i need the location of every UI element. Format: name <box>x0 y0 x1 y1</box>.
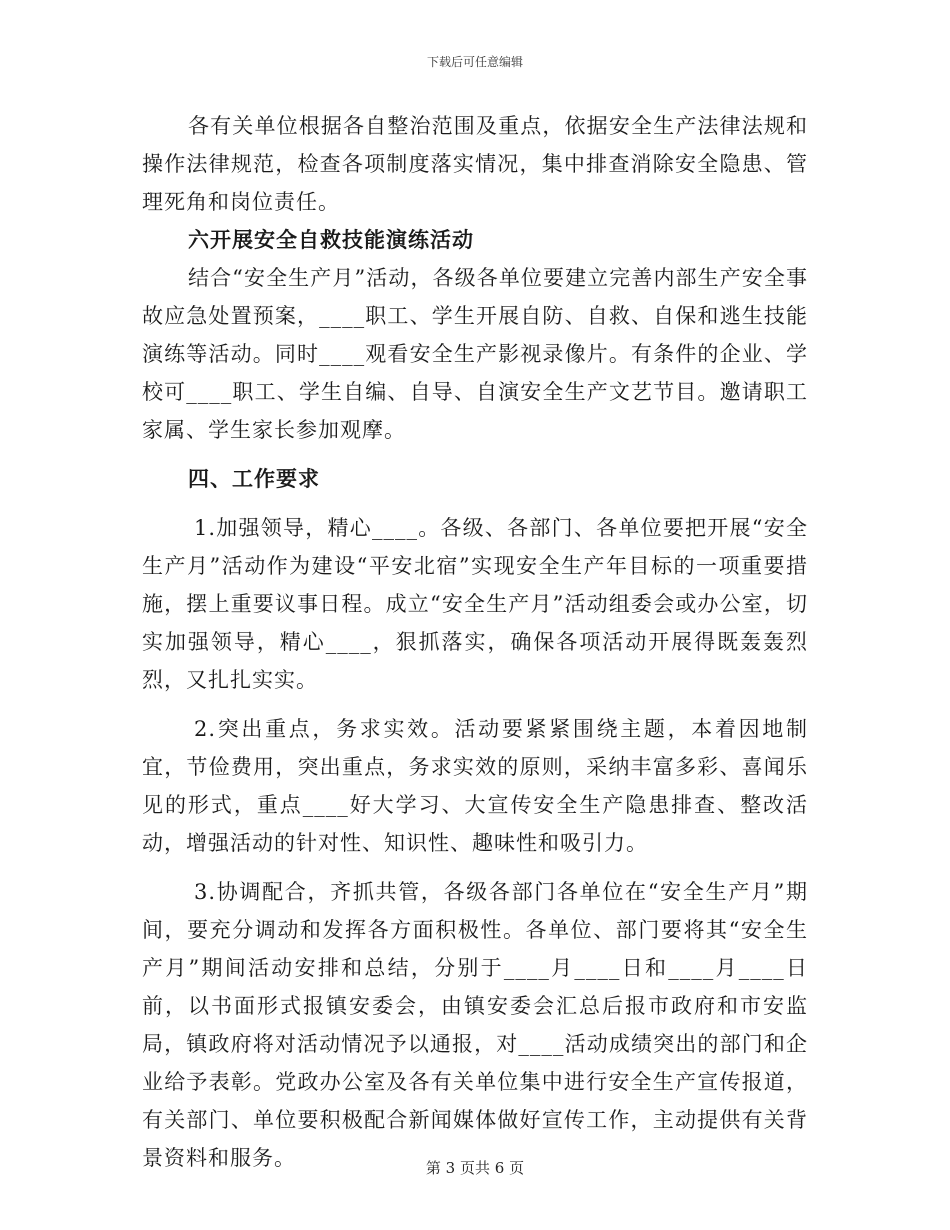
paragraph-inspection: 各有关单位根据各自整治范围及重点，依据安全生产法律法规和操作法律规范，检查各项制度落实情况，集中排查消除安全隐患、管理死角和岗位责任。 <box>142 114 808 214</box>
paragraph-drill: 结合“安全生产月”活动，各级各单位要建立完善内部生产安全事故应急处置预案，____职工、学生开展自防、自救、自保和逃生技能演练等活动。同时____观看安全生产影视录像片。有条件的企业、学校可____职工、学生自编、自导、自演安全生产文艺节目。邀请职工家属、学生家长参加观摩。 <box>142 266 808 442</box>
requirement-item-3: 3.协调配合，齐抓共管，各级各部门各单位在“安全生产月”期间，要充分调动和发挥各方面积极性。各单位、部门要将其“安全生产月”期间活动安排和总结，分别于____月____日和____月____日前，以书面形式报镇安委会，由镇安委会汇总后报市政府和市安监局，镇政府将对活动情况予以通报，对____活动成绩突出的部门和企业给予表彰。党政办公室及各有关单位集中进行安全生产宣传报道，有关部门、单位要积极配合新闻媒体做好宣传工作，主动提供有关背景资料和服务。 <box>142 880 808 1170</box>
section-heading-drill: 六开展安全自救技能演练活动 <box>188 227 474 252</box>
section-heading-requirements: 四、工作要求 <box>188 466 320 491</box>
requirement-item-2: 2.突出重点，务求实效。活动要紧紧围绕主题，本着因地制宜，节俭费用，突出重点，务求实效的原则，采纳丰富多彩、喜闻乐见的形式，重点____好大学习、大宣传安全生产隐患排查、整改活动，增强活动的针对性、知识性、趣味性和吸引力。 <box>142 717 808 855</box>
document-body <box>142 107 808 1177</box>
requirement-item-1: 1.加强领导，精心____。各级、各部门、各单位要把开展“安全生产月”活动作为建设“平安北宿”实现安全生产年目标的一项重要措施，摆上重要议事日程。成立“安全生产月”活动组委会或办公室，切实加强领导，精心____，狠抓落实，确保各项活动开展得既轰轰烈烈，又扎扎实实。 <box>142 516 808 692</box>
page-footer: 第 3 页共 6 页 <box>425 1159 525 1177</box>
page-header: 下载后可任意编辑 <box>426 55 523 69</box>
